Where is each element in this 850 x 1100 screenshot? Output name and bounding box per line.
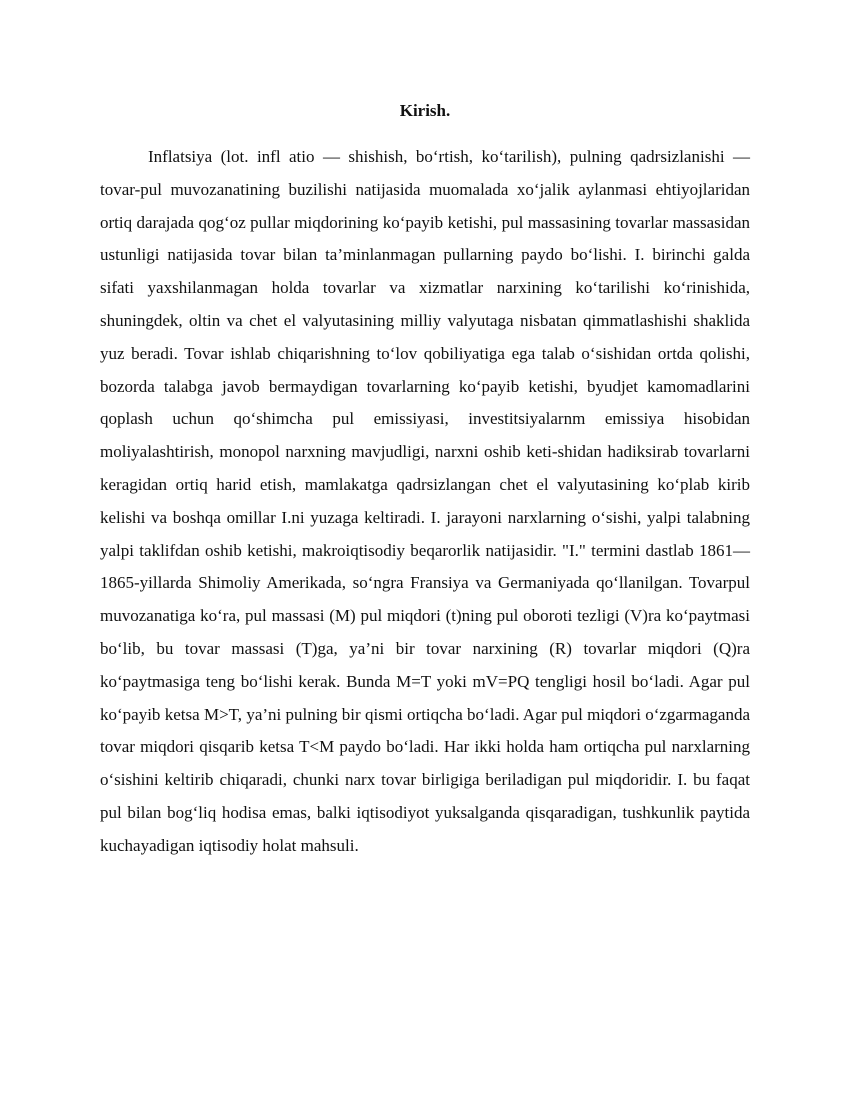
page-title: Kirish. [399,101,451,120]
body-paragraph: Inflatsiya (lot. infl atio — shishish, bo‘rtish, ko‘tarilish), pulning qadrsizlanishi — tovar-pul muvozanatining buzilishi natijasida muomalada xo‘jalik aylanmasi ehtiyojlaridan ortiq darajada qog‘oz pullar miqdorining ko‘payib ketishi, pul massasining tovarlar massasidan ustunligi natijasida tovar bilan ta’minlanmagan pullarning paydo bo‘lishi. I. birinchi galda sifati yaxshilanmagan holda tovarlar va xizmatlar narxining ko‘tarilishi ko‘rinishida, shuningdek, oltin va chet el valyutasining milliy valyutaga nisbatan qimmatlashishi shaklida yuz beradi. Tovar ishlab chiqarishning to‘lov qobiliyatiga ega talab o‘sishidan ortda qolishi, bozorda talabga javob bermaydigan tovarlarning ko‘payib ketishi, byudjet kamomadlarini qoplash uchun qo‘shimcha pul emissiyasi, investitsiyalarnm emissiya hisobidan moliyalashtirish, monopol narxning mavjudligi, narxni oshib keti-shidan hadiksirab tovarlarni keragidan ortiq harid etish, mamlakatga qadrsizlangan chet el valyutasining ko‘plab kirib kelishi va boshqa omillar I.ni yuzaga keltiradi. I. jarayoni narxlarning o‘sishi, yalpi talabning yalpi taklifdan oshib ketishi, makroiqtisodiy beqarorlik natijasidir. "I." termini dastlab 1861—1865-yillarda Shimoliy Amerikada, so‘ngra Fransiya va Germaniyada qo‘llanilgan. Tovarpul muvozanatiga ko‘ra, pul massasi (M) pul miqdori (t)ning pul oboroti tezligi (V)ra ko‘paytmasi bo‘lib, bu tovar massasi (T)ga, ya’ni bir tovar narxining (R) tovarlar miqdori (Q)ra ko‘paytmasiga teng bo‘lishi kerak. Bunda M=T yoki mV=PQ tengligi hosil bo‘ladi. Agar pul ko‘payib ketsa M>T, ya’ni pulning bir qismi ortiqcha bo‘ladi. Agar pul miqdori o‘zgarmaganda tovar miqdori qisqarib ketsa T<M paydo bo‘ladi. Har ikki holda ham ortiqcha pul narxlarning o‘sishini keltirib chiqaradi, chunki narx tovar birligiga beriladigan pul miqdoridir. I. bu faqat pul bilan bog‘liq hodisa emas, balki iqtisodiyot yuksalganda qisqaradigan, tushkunlik paytida kuchayadigan iqtisodiy holat mahsuli. [100,147,750,855]
